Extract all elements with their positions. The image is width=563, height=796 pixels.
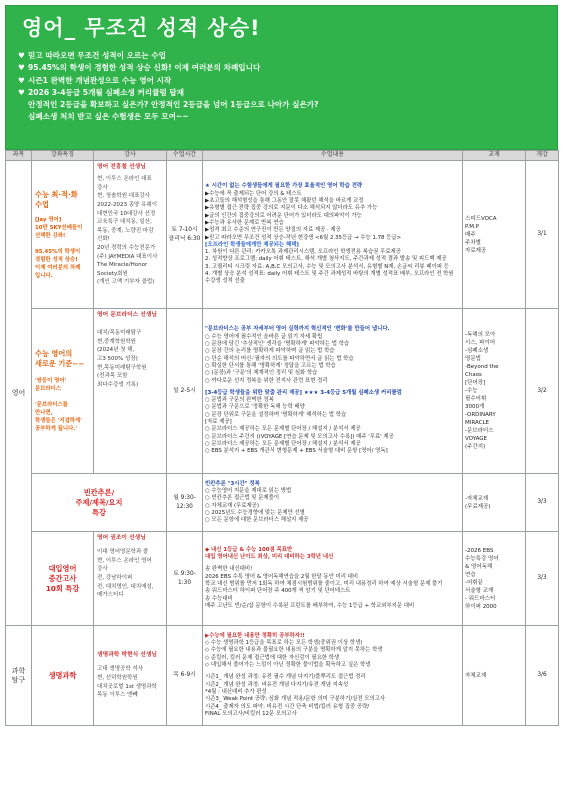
- start-date: 3/6: [526, 626, 559, 726]
- teacher-name: 영어 권조이 선생님: [97, 535, 146, 541]
- table-row: [6, 532, 559, 626]
- content-line: ○ 자체교재 (무료제공): [205, 502, 259, 509]
- course-title: 생명과학: [48, 670, 77, 680]
- heart-icon: ♥: [18, 63, 25, 73]
- content-line: 시즌1_ 개념 완성 과정: 유전 필수 개념 다지기/풀뿌리도 접근법 정리: [205, 674, 366, 681]
- content-line: 2026 EBS 수특 영어 & 영어독해연습을 2월 한달 동안 미리 대비: [205, 573, 359, 580]
- banner-bullet: ♥ 믿고 따라오면 무조건 성적이 오르는 수업: [18, 50, 545, 62]
- start-date: 3/2: [526, 309, 559, 474]
- content-cell: [203, 626, 463, 726]
- header-content: 수업내용: [203, 151, 463, 161]
- content-line: ★ 시간이 없는 수험생들에게 필요한 가장 효율적인 영어 학습 전략: [205, 183, 363, 190]
- header-feature: 강좌특징: [32, 151, 94, 161]
- course-note: [Jay 영어] 10만 SKY선배들이 선택한 강좌! 95.45%의 학생이 경험한 성적 상승! 이제 여러분의 차례 입니다.: [35, 216, 83, 279]
- content-line: ○ 까다로운 선지 정복을 위한 전지사 관련 표현 정리: [205, 377, 328, 384]
- content-line: ▶수능에 꼭 출제되는 단어 강의 & 테스트: [205, 190, 302, 197]
- content-line: 시즌4_ 출제자 의도 파악: 비유전 시간 단축 비법/킬러 유형 집중 공략/: [205, 703, 370, 710]
- content-line: ○ 빈칸추론 접근법 및 문제풀이: [205, 495, 280, 502]
- content-line: 3. 고퀄리티 시크릿 자료: A,B,C 모의고사, 수능 및 모의고사 분석서, 유형별 N제, 손글씨 리뷰 페이퍼 등: [205, 263, 449, 270]
- subject-english: 영어: [6, 161, 32, 626]
- content-line: 시즌2_ 개념 완성 과정: 비유전 개념 다지기/유전 개념 지속성: [205, 681, 349, 688]
- heart-icon: ♥: [18, 75, 25, 85]
- content-line: [자료 제공]: [205, 419, 232, 426]
- banner-bullet: ♥ 2026 3-4등급 5개월 심폐소생 커리큘럼 탑재: [18, 87, 545, 99]
- heart-icon: ♥: [18, 51, 25, 60]
- banner-bullet: ♥ 95.45%의 학생이 경험한 성적 상승 신화! 이제 여러분의 차례입니다: [18, 62, 545, 74]
- content-cell: [203, 309, 463, 474]
- content-line: ○ 수능 영어에 필수적인 올바른 글 읽기 자세 확립: [205, 333, 323, 340]
- content-line: [3-4등급 학생들을 위한 맞춤 관리 제공] ★★★ 3-4등급 5개월 심폐소생 커리큘럼: [205, 389, 402, 396]
- content-line: ▶글의 인간의 집중강의로 어려운 단어가 있더라도 대의파악이 가능: [205, 212, 362, 219]
- banner-line: 안정적인 2등급을 확보하고 싶은가? 안정적인 2등급을 넘어 1등급으로 나아가 싶은가?: [28, 100, 319, 110]
- banner-line: 심폐소생 처치 받고 싶은 수험생은 모두 모여~~: [28, 112, 189, 122]
- content-line: 2. 성적향상 프로그램: daily 어휘 테스트, 해석 개별 첨삭지도, 주간과제 성적 결과 발송 및 피드백 제공: [205, 256, 447, 263]
- content-line: ○ EBS 분석지 + EBS 개관식 변형문제 + EBS 서술형 대비 문항 [영어/ 영독]: [205, 448, 388, 455]
- material-cell: 자체교재: [463, 626, 526, 726]
- content-line: ○ 수능영어 지문을 제대로 읽는 방법: [205, 487, 292, 494]
- content-line: ▶유형별 접근 전략 집중 강의로 지문이 다소 해석되지 않더라도 유추 가능: [205, 205, 378, 212]
- content-line: 송 워드마스터 하이퍼 단어장 주 400개 씩 암기 및 단어테스트: [205, 588, 351, 595]
- content-line: ○ 문브라더스 주간지 ((VOYAGE [연습 문제 및 모의고사 수록]) 매주 '무료' 제공: [205, 433, 394, 440]
- content-line: ◇ 수능 생명과학 1등급을 목표로 하는 모든 학생(중위권 이상 학생): [205, 640, 363, 647]
- content-line: 빈칸추론 "3시간" 정복: [205, 480, 260, 487]
- content-line: ○ 확실한 단서를 통해 '명확하게' 정답을 고르는 법 학습: [205, 362, 336, 369]
- content-line: ▶초고들의 해석형성을 통해 그동안 잘못 해왔던 해석을 바르게 교정: [205, 198, 364, 205]
- content-line: ○ 문법과 구문의 완벽한 정복: [205, 397, 274, 404]
- teacher-info: 이대 영어영문학과 졸 현, 이투스 온라인 영어 강사 전, 강남하이퍼 전, 대치명인, 대치예섬, 메가스터디: [97, 549, 154, 599]
- content-line: ◇ 대입해서 풀어가는 느낌이 아닌 정확한 풀이법을 획득하고 싶은 학생: [205, 662, 371, 669]
- class-time: 월 9:30-12:30: [167, 474, 203, 532]
- teacher-info: 대치/목동미래탐구 현,중계학원학원 (2024년 첫 해, 고3 500% 성장) 현,목동미래탐구학원 (전과목 포함 최다수강생 기록): [97, 330, 147, 388]
- content-line: ○ 문장에 담긴 '추상적인' 생각을 '명확하게' 파악하는 법 학습: [205, 341, 350, 348]
- banner: [5, 5, 558, 150]
- content-line: ○ 문법과 구문으로 '정확한 독해 능력 배양: [205, 404, 305, 411]
- content-line: ○ 문브라더스 제공하는 모든 문제별 단어장 / 해설지 / 분석서 제공: [205, 440, 361, 447]
- content-line: ▶엄격 최고 수준의 연구진이 만든 양질의 자료 제공 · 제공: [205, 227, 341, 234]
- start-date: 3/3: [526, 474, 559, 532]
- content-line: "문브라더스는 공부 자세부터 영어 실력까지 혁신적인 '변화'를 만들어 냅니다.: [205, 326, 390, 333]
- content-cell: [203, 532, 463, 626]
- material-cell: -2026 EBS 수능특강 영어 & 영어독해 연습 -어휘끝 서술형 교재 - 워드마스터 하이퍼 2000: [463, 532, 526, 626]
- class-time: 일 2-5시: [167, 309, 203, 474]
- content-line: ○ 문장 단위로 구문을 설정하며 '명확하게' 해석하는 법 학습: [205, 411, 347, 418]
- content-cell: [203, 161, 463, 309]
- content-line: ○ 문브라더스 제공하는 모든 문제별 단어장 / 해설지 / 분석서 제공: [205, 426, 361, 433]
- course-table: [5, 150, 559, 726]
- page: [5, 5, 558, 726]
- course-title: 수능 최·적·화 수업: [35, 189, 78, 209]
- content-line: 4. 개별 상승 분석 성적표: daily 어휘 테스트 및 주간 과제성적 바탕의 개별 성적표 배부, 오프라인 전 학원 수강생 성적 선출: [205, 270, 454, 285]
- header-teacher: 강사: [94, 151, 167, 161]
- content-line: ○ 모든 문항에 대한 문브라더스 해설지 제공: [205, 517, 309, 524]
- content-line: FINAL 모의고사/비킬러 12문 모의고사: [205, 710, 297, 717]
- teacher-cell: [94, 532, 167, 626]
- content-line: 학교 내신 범위를 먼저 1회독 하여 채점시험범위를 줄이고, 미리 내용정리 하여 예상 서술형 문제 풀기: [205, 581, 443, 587]
- content-line: 송 완벽한 내신대비!: [205, 566, 253, 573]
- feature-cell: [32, 161, 94, 309]
- heart-icon: ♥: [18, 87, 25, 97]
- teacher-name: 영어 문브라더스 선생님: [97, 312, 158, 318]
- start-date: 3/1: [526, 161, 559, 309]
- header-start: 개강: [526, 151, 559, 161]
- content-line: 시즌3_ Weak Point 공략: 심화 개념 적용/문항 의미 구분하기/실전 모의고사: [205, 696, 386, 703]
- class-time: 목 6-9시: [167, 626, 203, 726]
- content-line: ▶믿고 따라오면 무조건 성적 상승-작년 현강생 <6월 2.35등급 → 수능 1.78 등급>: [205, 234, 402, 241]
- table-header-row: [6, 151, 559, 161]
- class-time: 토 7-10시 클리닉 6:30: [167, 161, 203, 309]
- material-cell: -자체교재 (무료제공): [463, 474, 526, 532]
- class-time: 토 9:30-1:30: [167, 532, 203, 626]
- content-line: ○ (문장)과 '구문'의 체계적인 정리 및 심화 학습: [205, 370, 318, 377]
- header-time: 수업시간: [167, 151, 203, 161]
- start-date: 3/3: [526, 532, 559, 626]
- course-title: 수능 영어의 새로운 기준~~: [35, 349, 85, 368]
- content-line: ▶수능과 유사한 문제로 반복 연습: [205, 219, 284, 226]
- teacher-cell: [94, 626, 167, 726]
- teacher-name: 생명과학 박현식 선생님: [97, 652, 158, 659]
- content-line: *4월 : 내신대비 추가 편성: [205, 688, 267, 695]
- teacher-cell: [94, 161, 167, 309]
- material-cell: -독해의 모아 시스, 파이어 -심폐소생 영문법 -Beyond the Chaos [단어장] -수능 필수어휘 3000개 -ORDINARY MIRACLE -문브라더스 VOYAGE (주간지): [463, 309, 526, 474]
- table-row: [6, 474, 559, 532]
- feature-cell: [32, 474, 167, 532]
- content-line: 1. 차원이 다른 관리: 카카오톡 과제관리시스템, 오프라인 학생전용 복습권 무료제공: [205, 249, 401, 256]
- content-line: 송 수능대비: [205, 595, 233, 602]
- course-note: '쌍둥이 영어' 문브라더스 '문브라더스를 만나면, 학생들은 '지겹하게' 공부하게 됩니다.': [35, 378, 82, 432]
- header-subject: 과목: [6, 151, 32, 161]
- content-line: [오프라인 학생들에게만 제공되는 혜택]: [205, 241, 299, 248]
- banner-title: 영어_ 무조건 성적 상승!: [22, 16, 261, 40]
- table-row: [6, 309, 559, 474]
- feature-cell: [32, 626, 94, 726]
- teacher-name: 영어 전홍철 선생님: [97, 164, 146, 170]
- content-line: ▶수능에 필요한 내용만 정확히 공부하자!!: [205, 632, 305, 639]
- table-row: [6, 161, 559, 309]
- content-cell: [203, 474, 463, 532]
- material-cell: 스피드VOCA P.M.P 매주 주차별 자료제공: [463, 161, 526, 309]
- teacher-cell: [94, 309, 167, 474]
- subject-inquiry: 과학 탐구: [6, 626, 32, 726]
- teacher-info: 고대 생명공학 석사 현, 선덕학원학원 대치굿로벌 1st 생명과학 목동 이투스 엔빼: [97, 666, 157, 699]
- content-line: ◇ 준킬러, 킬러 문제 접근법에 대한 자신감이 필요한 학생: [205, 654, 340, 661]
- content-line: ○ 2025년도 수능경향에 맞는 문제만 선별: [205, 509, 305, 516]
- content-line: ◆ 내신 1등급 & 수능 100점 목표반: [205, 546, 293, 553]
- teacher-info: 현, 이투스 온라인 대표 강사 현, 청솔학원 대표강사 2022-2023 종양 유웨이 대현민국 10대강사 선정 교육특구 대치동, 일산, 목동, 중계, 노량진 마감 신화! 20년 경력의 수능전문가 (주) JAYMEDIA 대표이사 The Miracle/Honor Society회원 (개인 고액 기부자 클럽): [97, 176, 158, 286]
- feature-cell: [32, 309, 94, 474]
- content-line: ○ 문장 간의 논리를 명확하게 파악하며 글 읽는 법 학습: [205, 348, 335, 355]
- content-line: ○ 단순 해석의 머신-'필자의 의도를 파악하면서 글 읽는 법 학습: [205, 355, 354, 362]
- content-line: 매주 고난도 빈/순/삽 문항이 수록된 프린트를 배부하여, 수능 1등급 + 학교외부지문 대비: [205, 602, 415, 609]
- content-line: 대입 영어내신 난이도 최상, 미리 대비하는 3학년 내신: [205, 554, 334, 561]
- feature-cell: [32, 532, 94, 626]
- banner-bullet: ♥ 시즌1 완벽한 개념완성으로 수능 영어 시작: [18, 75, 545, 87]
- header-material: 교재: [463, 151, 526, 161]
- table-row: [6, 626, 559, 726]
- course-title: 대입영어 중간고사 10회 특강: [45, 563, 80, 593]
- content-line: ◇ 수능에 필요한 내용과 불필요한 내용의 구분을 명확하게 알지 못하는 학생: [205, 647, 383, 654]
- course-title: 빈칸추론/ 주제/제목/요지 특강: [75, 487, 123, 517]
